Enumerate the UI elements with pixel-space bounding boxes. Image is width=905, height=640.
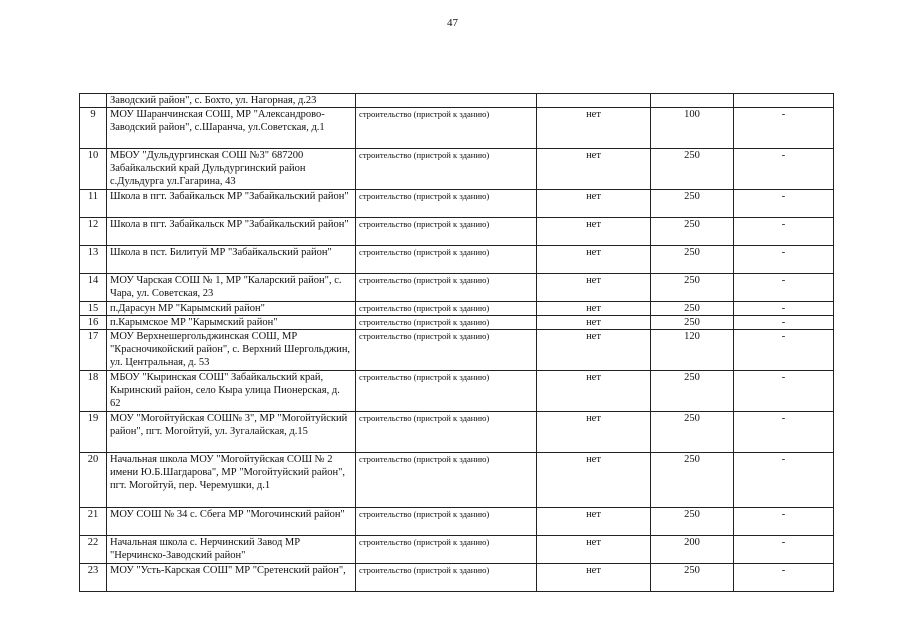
row-number-cell: 16 xyxy=(80,316,107,330)
work-type-cell: строительство (пристрой к зданию) xyxy=(356,108,537,149)
table-row xyxy=(80,453,834,508)
capacity-cell: 250 xyxy=(651,564,734,592)
flag-cell: нет xyxy=(537,108,651,149)
capacity-cell: 250 xyxy=(651,508,734,536)
table-row xyxy=(80,218,834,246)
school-name-cell: МБОУ "Кыринская СОШ" Забайкальский край, Кыринский район, село Кыра улица Пионерская, д. 62 xyxy=(107,371,356,412)
row-number-cell: 22 xyxy=(80,536,107,564)
table-row xyxy=(80,564,834,592)
dash-cell: - xyxy=(734,371,834,412)
capacity-cell: 250 xyxy=(651,316,734,330)
work-type-cell: строительство (пристрой к зданию) xyxy=(356,274,537,302)
dash-cell: - xyxy=(734,218,834,246)
flag-cell: нет xyxy=(537,316,651,330)
table-row xyxy=(80,330,834,371)
capacity-cell xyxy=(651,94,734,108)
flag-cell: нет xyxy=(537,564,651,592)
work-type-cell: строительство (пристрой к зданию) xyxy=(356,412,537,453)
row-number-cell: 20 xyxy=(80,453,107,508)
row-number-cell: 13 xyxy=(80,246,107,274)
row-number-cell: 11 xyxy=(80,190,107,218)
flag-cell: нет xyxy=(537,149,651,190)
row-number-cell: 19 xyxy=(80,412,107,453)
row-number-cell: 10 xyxy=(80,149,107,190)
row-number-cell: 23 xyxy=(80,564,107,592)
document-table xyxy=(79,93,834,592)
work-type-cell: строительство (пристрой к зданию) xyxy=(356,316,537,330)
table-row xyxy=(80,149,834,190)
flag-cell: нет xyxy=(537,330,651,371)
work-type-cell: строительство (пристрой к зданию) xyxy=(356,246,537,274)
dash-cell: - xyxy=(734,564,834,592)
school-name-cell: п.Дарасун МР "Карымский район" xyxy=(107,302,356,316)
row-number-cell: 14 xyxy=(80,274,107,302)
flag-cell: нет xyxy=(537,536,651,564)
table-row xyxy=(80,508,834,536)
capacity-cell: 250 xyxy=(651,302,734,316)
school-name-cell: МОУ "Могойтуйская СОШ№ 3", МР "Могойтуйский район", пгт. Могойтуй, ул. Зугалайская, д.15 xyxy=(107,412,356,453)
school-name-cell: Школа в пст. Билитуй МР "Забайкальский район" xyxy=(107,246,356,274)
dash-cell: - xyxy=(734,274,834,302)
dash-cell: - xyxy=(734,453,834,508)
table-row xyxy=(80,412,834,453)
table-row-continued xyxy=(80,94,834,108)
flag-cell xyxy=(537,94,651,108)
flag-cell: нет xyxy=(537,453,651,508)
school-name-cell: п.Карымское МР "Карымский район" xyxy=(107,316,356,330)
capacity-cell: 250 xyxy=(651,246,734,274)
table-row xyxy=(80,536,834,564)
row-number-cell: 15 xyxy=(80,302,107,316)
school-name-cell: МБОУ "Дульдургинская СОШ №3" 687200 Забайкальский край Дульдургинский район с.Дульдурга ул.Гагарина, 43 xyxy=(107,149,356,190)
dash-cell: - xyxy=(734,246,834,274)
row-number-cell: 17 xyxy=(80,330,107,371)
capacity-cell: 120 xyxy=(651,330,734,371)
capacity-cell: 250 xyxy=(651,149,734,190)
dash-cell: - xyxy=(734,302,834,316)
school-name-cell: МОУ Чарская СОШ № 1, МР "Каларский район", с. Чара, ул. Советская, 23 xyxy=(107,274,356,302)
row-number-cell xyxy=(80,94,107,108)
school-name-cell: МОУ "Усть-Карская СОШ" МР "Сретенский район", xyxy=(107,564,356,592)
row-number-cell: 18 xyxy=(80,371,107,412)
dash-cell: - xyxy=(734,508,834,536)
dash-cell: - xyxy=(734,149,834,190)
work-type-cell: строительство (пристрой к зданию) xyxy=(356,453,537,508)
work-type-cell: строительство (пристрой к зданию) xyxy=(356,302,537,316)
table-row xyxy=(80,274,834,302)
work-type-cell: строительство (пристрой к зданию) xyxy=(356,536,537,564)
school-name-cell: Школа в пгт. Забайкальск МР "Забайкальский район" xyxy=(107,218,356,246)
capacity-cell: 250 xyxy=(651,453,734,508)
school-name-cell: МОУ СОШ № 34 с. Сбега МР "Могочинский район" xyxy=(107,508,356,536)
work-type-cell: строительство (пристрой к зданию) xyxy=(356,149,537,190)
work-type-cell: строительство (пристрой к зданию) xyxy=(356,190,537,218)
row-number-cell: 9 xyxy=(80,108,107,149)
table-row xyxy=(80,371,834,412)
capacity-cell: 200 xyxy=(651,536,734,564)
table-body xyxy=(80,94,834,592)
flag-cell: нет xyxy=(537,508,651,536)
capacity-cell: 250 xyxy=(651,412,734,453)
school-name-cell: Заводский район", с. Бохто, ул. Нагорная, д.23 xyxy=(107,94,356,108)
table-row xyxy=(80,302,834,316)
flag-cell: нет xyxy=(537,302,651,316)
dash-cell: - xyxy=(734,190,834,218)
capacity-cell: 250 xyxy=(651,371,734,412)
flag-cell: нет xyxy=(537,190,651,218)
dash-cell xyxy=(734,94,834,108)
dash-cell: - xyxy=(734,412,834,453)
dash-cell: - xyxy=(734,536,834,564)
dash-cell: - xyxy=(734,330,834,371)
school-name-cell: Школа в пгт. Забайкальск МР "Забайкальский район" xyxy=(107,190,356,218)
work-type-cell: строительство (пристрой к зданию) xyxy=(356,564,537,592)
dash-cell: - xyxy=(734,316,834,330)
work-type-cell xyxy=(356,94,537,108)
table-row xyxy=(80,190,834,218)
flag-cell: нет xyxy=(537,412,651,453)
school-name-cell: Начальная школа с. Нерчинский Завод МР "Нерчинско-Заводский район" xyxy=(107,536,356,564)
capacity-cell: 250 xyxy=(651,274,734,302)
table-row xyxy=(80,316,834,330)
work-type-cell: строительство (пристрой к зданию) xyxy=(356,330,537,371)
school-name-cell: МОУ Верхнешергольджинская СОШ, МР "Красночикойский район", с. Верхний Шергольджин, ул. Центральная, д. 53 xyxy=(107,330,356,371)
capacity-cell: 100 xyxy=(651,108,734,149)
table-row xyxy=(80,108,834,149)
capacity-cell: 250 xyxy=(651,218,734,246)
work-type-cell: строительство (пристрой к зданию) xyxy=(356,218,537,246)
page-number: 47 xyxy=(447,17,458,29)
work-type-cell: строительство (пристрой к зданию) xyxy=(356,508,537,536)
work-type-cell: строительство (пристрой к зданию) xyxy=(356,371,537,412)
capacity-cell: 250 xyxy=(651,190,734,218)
flag-cell: нет xyxy=(537,274,651,302)
school-name-cell: Начальная школа МОУ "Могойтуйская СОШ № 2 имени Ю.Б.Шагдарова", МР "Могойтуйский район", пгт. Могойтуй, пер. Черемушки, д.1 xyxy=(107,453,356,508)
dash-cell: - xyxy=(734,108,834,149)
row-number-cell: 12 xyxy=(80,218,107,246)
row-number-cell: 21 xyxy=(80,508,107,536)
flag-cell: нет xyxy=(537,246,651,274)
school-name-cell: МОУ Шаранчинская СОШ, МР "Александрово-Заводский район", с.Шаранча, ул.Советская, д.1 xyxy=(107,108,356,149)
flag-cell: нет xyxy=(537,371,651,412)
flag-cell: нет xyxy=(537,218,651,246)
table-row xyxy=(80,246,834,274)
